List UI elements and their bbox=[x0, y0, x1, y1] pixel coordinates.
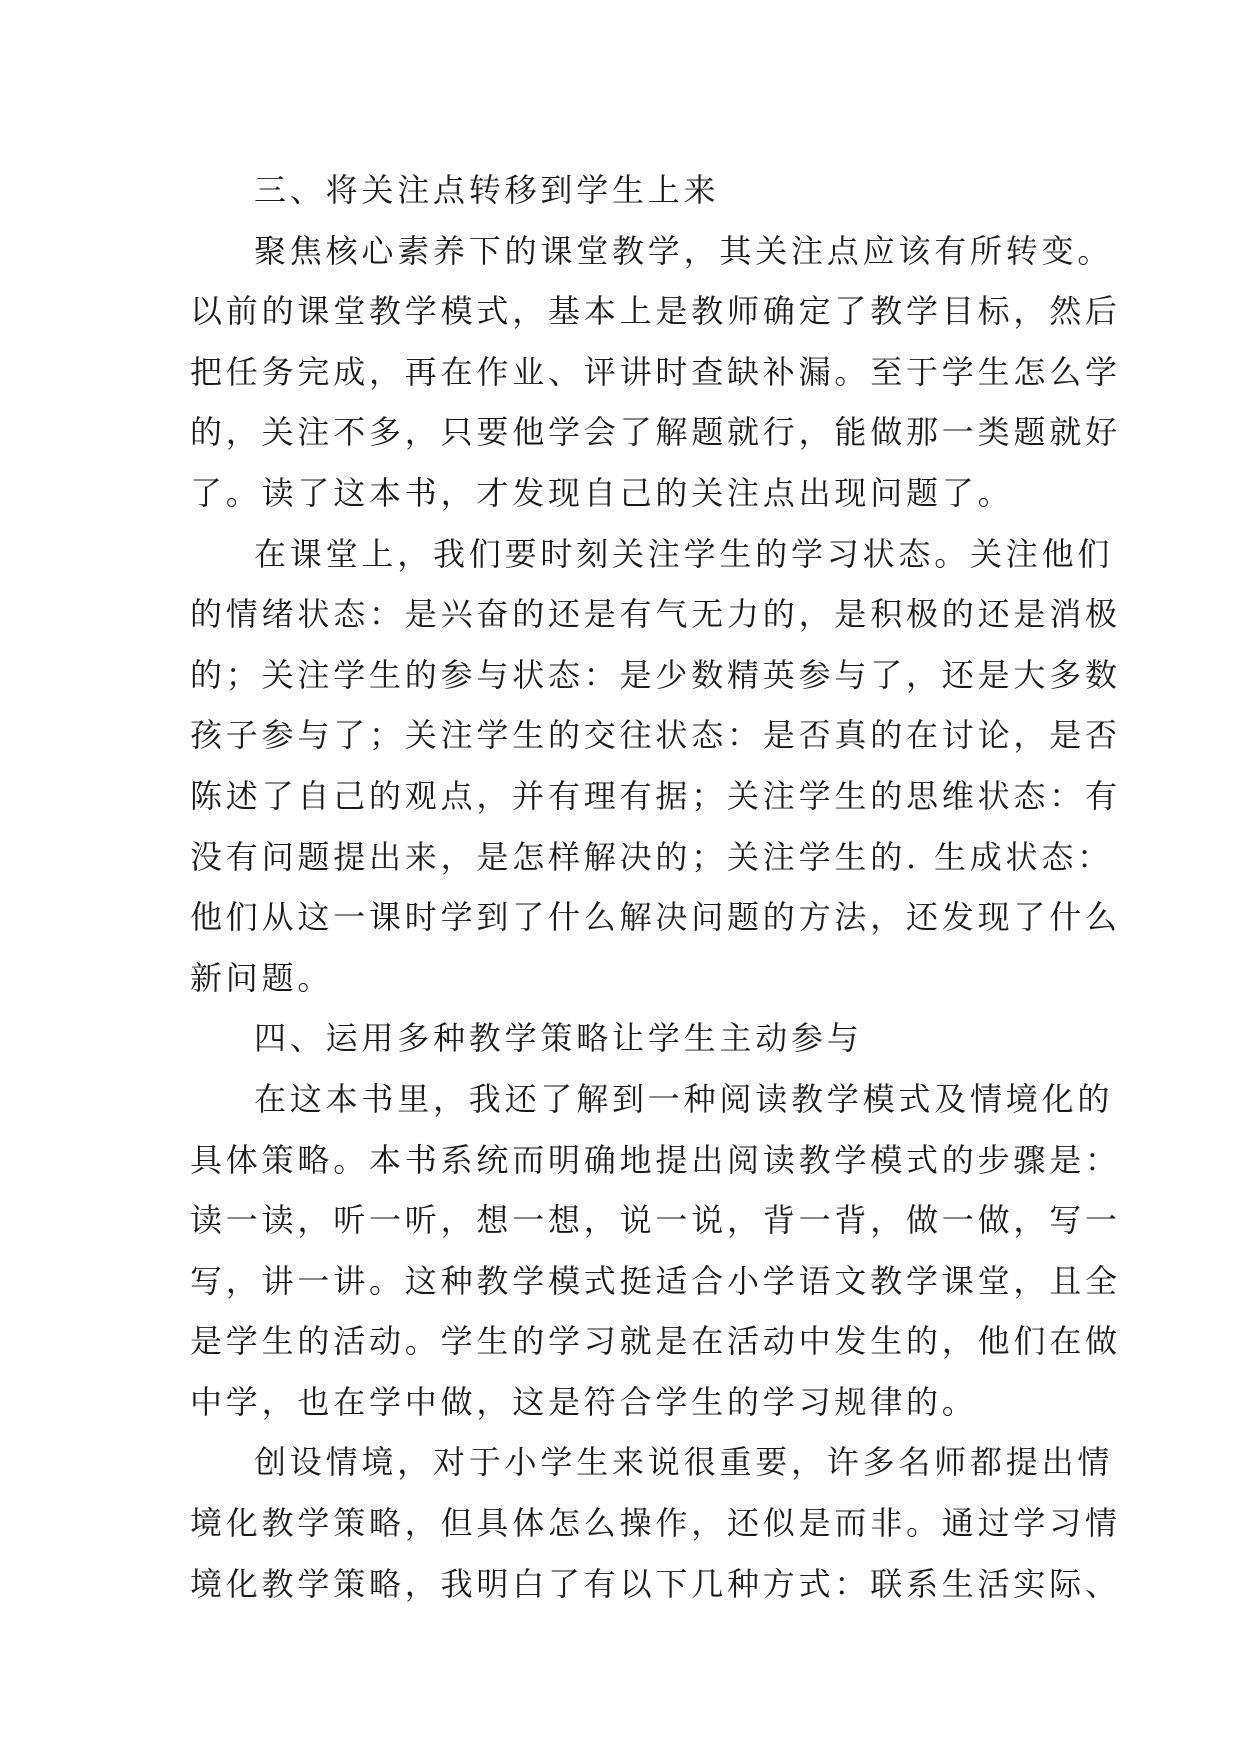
paragraph-line: 没有问题提出来，是怎样解决的；关注学生的. 生成状态： bbox=[190, 837, 1113, 876]
paragraph-line: 把任务完成，再在作业、评讲时查缺补漏。至于学生怎么学 bbox=[190, 352, 1121, 391]
paragraph-line: 是学生的活动。学生的学习就是在活动中发生的，他们在做 bbox=[190, 1322, 1121, 1361]
paragraph-line: 以前的课堂教学模式，基本上是教师确定了教学目标，然后 bbox=[190, 292, 1121, 331]
paragraph-line: 境化教学策略，我明白了有以下几种方式：联系生活实际、 bbox=[190, 1564, 1121, 1603]
paragraph-line: 他们从这一课时学到了什么解决问题的方法，还发现了什么 bbox=[190, 898, 1121, 937]
document-body bbox=[190, 160, 1121, 1614]
paragraph-line: 孩子参与了；关注学生的交往状态：是否真的在讨论，是否 bbox=[190, 716, 1121, 755]
paragraph bbox=[190, 221, 1121, 524]
paragraph-line: 读一读，听一听，想一想，说一说，背一背，做一做，写一 bbox=[190, 1201, 1121, 1240]
paragraph-line: 写，讲一讲。这种教学模式挺适合小学语文教学课堂，且全 bbox=[190, 1261, 1121, 1300]
paragraph-line: 的；关注学生的参与状态：是少数精英参与了，还是大多数 bbox=[190, 655, 1121, 694]
paragraph-line: 具体策略。本书系统而明确地提出阅读教学模式的步骤是： bbox=[190, 1140, 1121, 1179]
paragraph bbox=[190, 524, 1121, 1009]
paragraph-line: 了。读了这本书，才发现自己的关注点出现问题了。 bbox=[190, 473, 1014, 512]
paragraph bbox=[190, 1432, 1121, 1614]
paragraph bbox=[190, 1069, 1121, 1433]
paragraph-line: 陈述了自己的观点，并有理有据；关注学生的思维状态：有 bbox=[190, 776, 1121, 815]
section-heading: 四、运用多种教学策略让学生主动参与 bbox=[254, 1019, 863, 1058]
paragraph-line: 聚焦核心素养下的课堂教学，其关注点应该有所转变。 bbox=[254, 231, 1114, 270]
section-heading: 三、将关注点转移到学生上来 bbox=[254, 171, 720, 209]
paragraph-line: 的，关注不多，只要他学会了解题就行，能做那一类题就好 bbox=[190, 413, 1121, 452]
paragraph-line: 中学，也在学中做，这是符合学生的学习规律的。 bbox=[190, 1382, 978, 1421]
paragraph-line: 新问题。 bbox=[190, 958, 334, 997]
paragraph-line: 在这本书里，我还了解到一种阅读教学模式及情境化的 bbox=[254, 1079, 1114, 1118]
paragraph-line: 创设情境，对于小学生来说很重要，许多名师都提出情 bbox=[254, 1443, 1114, 1482]
paragraph-line: 在课堂上，我们要时刻关注学生的学习状态。关注他们 bbox=[254, 534, 1114, 573]
paragraph-line: 的情绪状态：是兴奋的还是有气无力的，是积极的还是消极 bbox=[190, 595, 1121, 634]
paragraph-line: 境化教学策略，但具体怎么操作，还似是而非。通过学习情 bbox=[190, 1504, 1121, 1543]
